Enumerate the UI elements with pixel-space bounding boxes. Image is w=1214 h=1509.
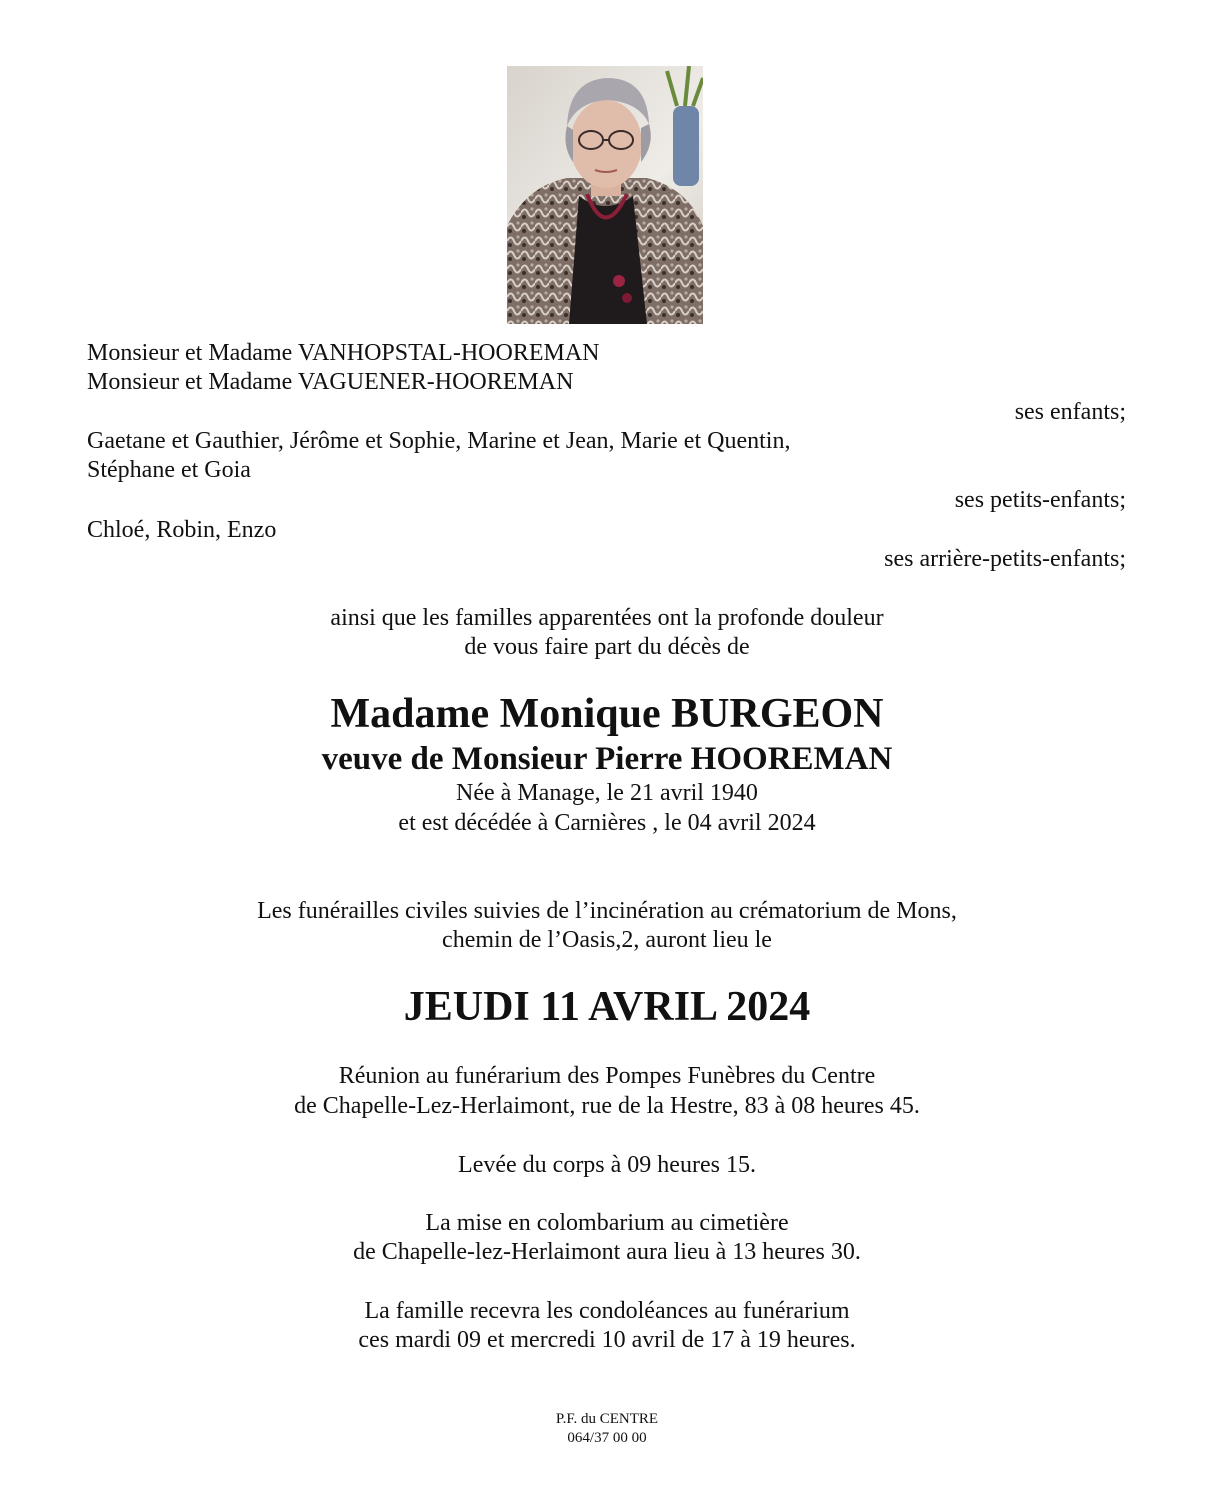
footer-company: P.F. du CENTRE [555, 1411, 659, 1427]
grandchildren-line-1: Gaetane et Gauthier, Jérôme et Sophie, Marine et Jean, Marie et Quentin, [87, 428, 791, 454]
funeral-intro-line-2: chemin de l’Oasis,2, auront lieu le [442, 927, 772, 953]
children-line-1: Monsieur et Madame VANHOPSTAL-HOOREMAN [87, 340, 600, 366]
announcement-line-2: de vous faire part du décès de [464, 634, 750, 660]
footer-phone: 064/37 00 00 [567, 1430, 647, 1446]
deceased-spouse: veuve de Monsieur Pierre HOOREMAN [321, 741, 893, 777]
children-line-2: Monsieur et Madame VAGUENER-HOOREMAN [87, 369, 574, 395]
meeting-line-2: de Chapelle-Lez-Herlaimont, rue de la Hestre, 83 à 08 heures 45. [294, 1093, 920, 1119]
children-role: ses enfants; [1014, 399, 1126, 425]
great-grandchildren-line: Chloé, Robin, Enzo [87, 517, 277, 543]
great-grandchildren-role: ses arrière-petits-enfants; [884, 546, 1126, 572]
grandchildren-line-2: Stéphane et Goia [87, 457, 251, 483]
deceased-died: et est décédée à Carnières , le 04 avril 2024 [398, 810, 816, 836]
condolences-line-2: ces mardi 09 et mercredi 10 avril de 17 à 19 heures. [358, 1327, 856, 1353]
funeral-date: JEUDI 11 AVRIL 2024 [403, 984, 811, 1030]
columbarium-line-1: La mise en colombarium au cimetière [425, 1210, 789, 1236]
deceased-name: Madame Monique BURGEON [330, 691, 884, 737]
funeral-intro-line-1: Les funérailles civiles suivies de l’incinération au crématorium de Mons, [257, 898, 957, 924]
grandchildren-role: ses petits-enfants; [954, 487, 1126, 513]
levee-line: Levée du corps à 09 heures 15. [458, 1152, 756, 1178]
meeting-line-1: Réunion au funérarium des Pompes Funèbres du Centre [338, 1063, 876, 1089]
deceased-born: Née à Manage, le 21 avril 1940 [456, 780, 758, 806]
columbarium-line-2: de Chapelle-lez-Herlaimont aura lieu à 13 heures 30. [353, 1239, 861, 1265]
condolences-line-1: La famille recevra les condoléances au funérarium [364, 1298, 850, 1324]
announcement-line-1: ainsi que les familles apparentées ont la profonde douleur [330, 605, 884, 631]
portrait-illustration [507, 66, 703, 324]
portrait-photo [507, 66, 703, 324]
